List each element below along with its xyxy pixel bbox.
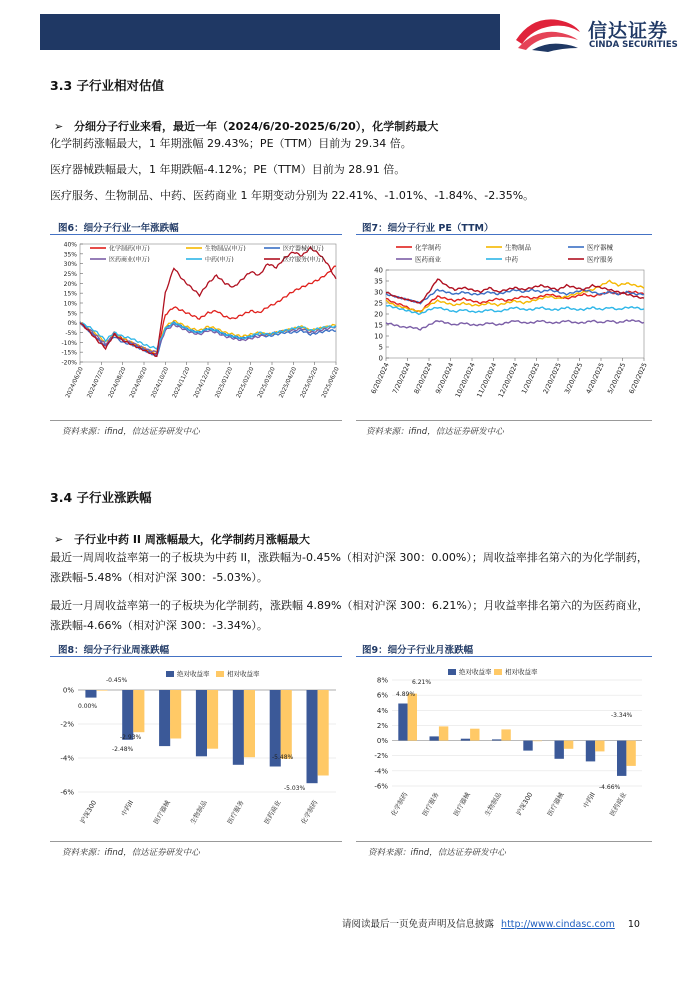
legend-label: 医药商业 (415, 255, 441, 264)
x-tick-label: 11/20/2024 (475, 361, 499, 399)
category-label: 医药商业 (608, 791, 629, 818)
bar-absolute (307, 690, 318, 783)
legend-label: 生物制品(申万) (205, 245, 246, 253)
fig7-caption: 图7：细分子行业 PE（TTM） (362, 223, 494, 234)
x-tick-label: 2025/06/20 (321, 366, 341, 400)
bar-absolute (461, 739, 470, 741)
y-tick-label: 25 (374, 299, 383, 308)
category-label: 中药II (581, 791, 597, 810)
bar-relative (501, 729, 510, 740)
bar-relative (244, 690, 255, 757)
category-label: 医疗服务 (225, 799, 246, 826)
y-tick-label: 0% (376, 737, 388, 746)
legend-label: 医疗服务(申万) (283, 256, 324, 264)
section1-line-3: 医疗服务、生物制品、中药、医药商业 1 年期变动分别为 22.41%、-1.01%、-1.84%、-2.35%。 (50, 189, 535, 202)
legend-swatch (216, 671, 224, 677)
legend-label: 化学制药 (415, 243, 441, 252)
legend-swatch (494, 669, 502, 675)
bar-absolute (398, 704, 407, 741)
bar-relative (470, 729, 479, 741)
y-tick-label: 4% (376, 706, 388, 715)
fig8-chart (50, 662, 342, 838)
y-tick-label: -20% (61, 359, 77, 367)
legend-label: 生物制品 (505, 243, 531, 252)
legend-label: 相对收益率 (505, 668, 538, 676)
category-label: 医疗器械 (151, 799, 172, 826)
data-label: -5.03% (284, 785, 306, 792)
y-tick-label: 10 (374, 332, 383, 341)
x-tick-label: 2024/10/20 (150, 366, 171, 400)
y-tick-label: 15% (63, 290, 77, 298)
y-tick-label: -4% (374, 767, 388, 776)
fig7-bottom-rule (356, 420, 652, 421)
legend-label: 中药 (505, 255, 518, 264)
y-tick-label: 6% (376, 691, 388, 700)
section2-para-1: 最近一周周收益率第一的子板块为中药 II，涨跌幅为-0.45%（相对沪深 300：0.00%）；周收益率排名第六的为化学制药，涨跌幅-5.48%（相对沪深 300：-5.03%）。 (50, 551, 648, 584)
bar-absolute (586, 741, 595, 762)
section1-line-1: 化学制药涨幅最大，1 年期涨幅 29.43%；PE（TTM）目前为 29.34 倍。 (50, 137, 412, 150)
data-label: -4.66% (599, 784, 621, 791)
legend-label: 化学制药(申万) (109, 245, 150, 253)
y-tick-label: 2% (376, 721, 388, 730)
legend-label: 医疗器械 (587, 243, 613, 252)
x-tick-label: 2/20/2025 (541, 361, 563, 396)
y-tick-label: -2% (60, 720, 74, 729)
fig9-bottom-rule (356, 841, 652, 842)
y-tick-label: 5% (67, 310, 77, 318)
bar-absolute (233, 690, 244, 765)
legend-swatch (448, 669, 456, 675)
fig8-bottom-rule (50, 841, 342, 842)
category-label: 医药商业 (262, 799, 283, 826)
x-tick-label: 2025/02/20 (235, 366, 256, 400)
bar-absolute (159, 690, 170, 746)
category-label: 医疗器械 (451, 791, 472, 818)
data-label: -3.34% (611, 712, 633, 719)
y-tick-label: 5 (378, 343, 383, 352)
category-label: 生物制品 (188, 799, 209, 826)
section2-para-2: 最近一月周收益率第一的子板块为化学制药，涨跌幅 4.89%（相对沪深 300：6.21%）；月收益率排名第六的为医药商业，涨跌幅-4.66%（相对沪深 300：-3.34%）。 (50, 599, 649, 632)
fig8-rule (50, 656, 342, 657)
legend-label: 医疗服务 (587, 255, 613, 264)
x-tick-label: 5/20/2025 (605, 361, 628, 396)
arrow-bullet-icon: ➢ (54, 533, 64, 546)
fig9-caption: 图9：细分子行业月涨跌幅 (362, 645, 474, 656)
x-tick-label: 12/20/2024 (496, 361, 520, 399)
x-tick-label: 9/20/2024 (433, 361, 456, 396)
fig6-rule (50, 234, 342, 235)
fig6-source: 资料来源：ifind，信达证券研发中心 (62, 427, 200, 437)
category-label: 医疗器械 (545, 791, 566, 818)
bar-relative (564, 741, 573, 749)
category-label: 化学制药 (299, 799, 320, 826)
section1-line-2: 医疗器械跌幅最大，1 年期跌幅-4.12%；PE（TTM）目前为 28.91 倍。 (50, 163, 406, 176)
bar-relative (439, 726, 448, 740)
legend-label: 医药商业(申万) (109, 256, 150, 264)
y-tick-label: -5% (65, 330, 77, 337)
data-label: -2.48% (112, 746, 134, 753)
y-tick-label: 25% (63, 271, 77, 278)
cinda-logo-icon (512, 10, 584, 54)
x-tick-label: 4/20/2025 (584, 361, 606, 396)
bar-absolute (122, 690, 133, 740)
y-tick-label: 20 (374, 310, 383, 319)
legend-label: 相对收益率 (227, 670, 260, 678)
bar-relative (96, 690, 107, 691)
y-tick-label: 35% (63, 251, 77, 259)
y-tick-label: 10% (63, 300, 77, 308)
y-tick-label: -4% (60, 754, 74, 763)
x-tick-label: 2024/12/20 (193, 366, 213, 400)
y-tick-label: 0% (67, 320, 77, 328)
bar-absolute (523, 741, 532, 751)
fig9-rule (356, 656, 652, 657)
y-tick-label: 8% (376, 676, 388, 685)
x-tick-label: 7/20/2024 (390, 361, 413, 396)
fig6-chart (50, 238, 342, 418)
bar-absolute (555, 741, 564, 759)
y-tick-label: 30% (63, 261, 77, 269)
bar-absolute (196, 690, 207, 756)
y-tick-label: -6% (60, 788, 74, 797)
y-tick-label: 40% (63, 241, 77, 249)
section-title-3-3: 3.3 子行业相对估值 (50, 78, 164, 93)
category-label: 沪深300 (514, 791, 535, 818)
category-label: 中药II (119, 799, 136, 818)
bar-relative (281, 690, 292, 759)
x-tick-label: 10/20/2024 (453, 361, 477, 399)
data-label: -0.45% (106, 677, 128, 684)
bar-relative (318, 690, 329, 776)
y-tick-label: -15% (61, 349, 77, 357)
fig6-bottom-rule (50, 420, 342, 421)
y-tick-label: 0 (378, 354, 383, 363)
category-label: 医疗服务 (420, 791, 441, 818)
header-bar (40, 14, 500, 50)
x-tick-label: 2024/07/20 (86, 366, 107, 400)
bar-relative (133, 690, 144, 732)
data-label: 4.89% (396, 691, 416, 698)
x-tick-label: 3/20/2025 (562, 361, 585, 396)
x-tick-label: 1/20/2025 (519, 361, 542, 396)
x-tick-label: 2025/03/20 (257, 366, 277, 400)
category-label: 化学制药 (389, 791, 410, 818)
y-tick-label: 35 (374, 277, 383, 286)
y-tick-label: -2% (374, 752, 388, 761)
x-tick-label: 2024/09/20 (129, 366, 149, 400)
data-label: 6.21% (412, 679, 432, 686)
category-label: 生物制品 (483, 791, 504, 818)
x-tick-label: 2024/08/20 (107, 366, 128, 400)
section2-bullet-text: 子行业中药 II 周涨幅最大，化学制药月涨幅最大 (74, 533, 310, 546)
brand-name-cn: 信达证券 (588, 20, 669, 42)
fig6-caption: 图6：细分子行业一年涨跌幅 (58, 223, 179, 234)
bar-relative (626, 741, 635, 766)
y-tick-label: -10% (61, 339, 77, 347)
fig9-source: 资料来源：ifind，信达证券研发中心 (368, 848, 506, 858)
brand-logo (512, 10, 692, 54)
fig7-chart (356, 238, 652, 418)
brand-name-en: CINDA SECURITIES (589, 40, 678, 50)
y-tick-label: 40 (374, 266, 383, 275)
bar-relative (170, 690, 181, 739)
y-tick-label: 30 (374, 288, 383, 297)
section-title-3-4: 3.4 子行业涨跌幅 (50, 490, 152, 505)
fig7-rule (356, 234, 652, 235)
x-tick-label: 6/20/2025 (627, 361, 649, 396)
fig8-caption: 图8：细分子行业周涨跌幅 (58, 645, 170, 656)
page-number: 10 (627, 919, 640, 930)
legend-label: 绝对收益率 (459, 668, 492, 676)
series-line-4 (386, 320, 644, 330)
section1-body (50, 134, 650, 206)
bar-relative (595, 741, 604, 752)
legend-label: 绝对收益率 (177, 670, 210, 678)
fig7-source: 资料来源：ifind，信达证券研发中心 (366, 427, 504, 437)
data-label: -2.93% (120, 734, 142, 741)
x-tick-label: 2025/04/20 (278, 366, 299, 400)
legend-label: 中药(申万) (205, 256, 234, 264)
section1-bullet-text: 分细分子行业来看，最近一年（2024/6/20-2025/6/20），化学制药最大 (74, 120, 439, 133)
arrow-bullet-icon: ➢ (54, 120, 64, 133)
bar-absolute (492, 739, 501, 740)
bar-absolute (617, 741, 626, 776)
y-tick-label: 0% (62, 686, 74, 695)
legend-swatch (166, 671, 174, 677)
data-label: 0.00% (78, 703, 98, 710)
fig8-source: 资料来源：ifind，信达证券研发中心 (62, 848, 200, 858)
x-tick-label: 8/20/2024 (412, 361, 434, 396)
bar-absolute (85, 690, 96, 698)
x-tick-label: 6/20/2024 (369, 361, 391, 396)
bar-relative (533, 741, 542, 742)
data-label: -5.48% (272, 754, 294, 761)
bar-absolute (430, 736, 439, 740)
section2-bullet (54, 531, 310, 547)
legend-label: 医疗器械(申万) (283, 245, 324, 253)
y-tick-label: -6% (374, 782, 388, 791)
series-line-1 (80, 266, 336, 354)
section1-bullet (54, 118, 438, 134)
x-tick-label: 2025/05/20 (299, 366, 320, 400)
fig9-chart (356, 662, 652, 838)
page-footer (342, 916, 640, 930)
series-line-2 (80, 321, 336, 353)
y-tick-label: 15 (374, 321, 383, 330)
category-label: 沪深300 (78, 799, 99, 826)
bar-relative (408, 694, 417, 741)
bar-relative (207, 690, 218, 749)
x-tick-label: 2025/01/20 (214, 366, 235, 400)
footer-link[interactable]: http://www.cindasc.com (501, 919, 615, 930)
x-tick-label: 2024/06/20 (65, 366, 85, 400)
footer-disclaimer: 请阅读最后一页免责声明及信息披露 (342, 919, 495, 930)
y-tick-label: 20% (63, 280, 77, 288)
x-tick-label: 2024/11/20 (171, 366, 192, 400)
